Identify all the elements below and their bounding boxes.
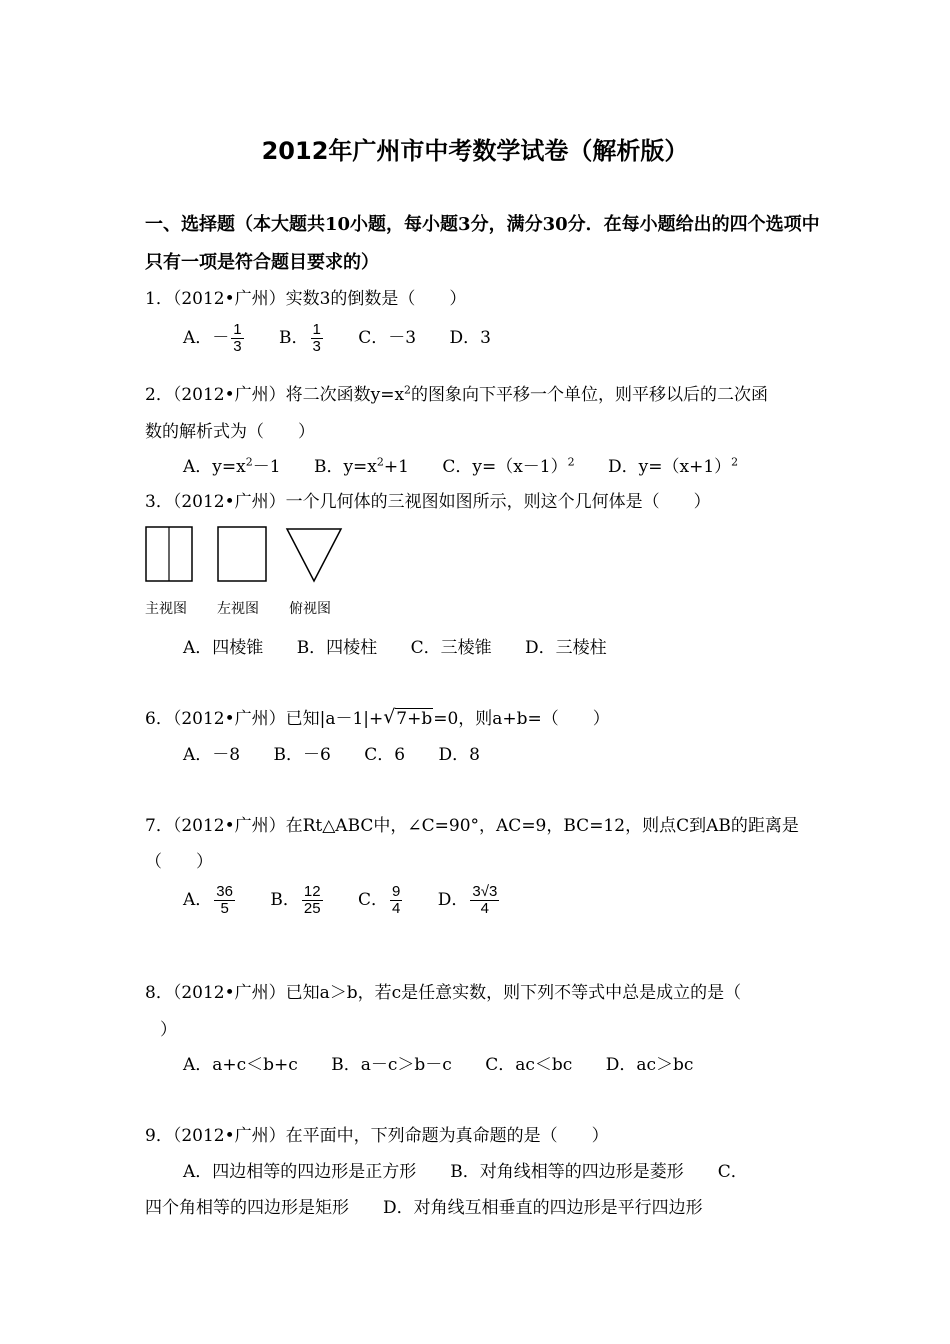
q8-option-b: B．a－c＞b－c <box>331 1055 452 1075</box>
q7-option-c: C． $\frac{9}{4}$ <box>357 883 401 917</box>
front-view-label: 主视图 <box>145 601 187 617</box>
q1-option-c: C．－3 <box>358 328 417 348</box>
top-view-label: 俯视图 <box>289 601 331 617</box>
question-7-stem-cont: （ ） <box>145 852 213 872</box>
q2-option-c: C．$y=(x-1)^2$ <box>442 455 575 477</box>
q2-option-d: D．$y=(x+1)^2$ <box>608 455 739 477</box>
section-heading: 一、选择题（本大题共10小题，每小题3分，满分30分．在每小题给出的四个选项中只有一项是符合题目要求的） <box>145 214 820 273</box>
q2-option-a: A．$y=x^2-1$ <box>183 455 281 477</box>
q8-option-c: C．ac＜bc <box>485 1055 573 1075</box>
q8-option-d: D．ac＞bc <box>605 1055 694 1075</box>
question-8-options <box>183 1050 721 1075</box>
fraction: $\frac{1}{3}$ <box>233 321 242 355</box>
question-6-stem: 6．（2012•广州）已知|a－1|+√ 7+b=0，则a+b=（ ） <box>145 704 610 729</box>
question-7-stem: 7．（2012•广州）在Rt△ABC中，∠C=90°，AC=9，BC=12，则点C到AB的距离是 <box>145 816 799 836</box>
question-8-stem-cont: ） <box>160 1020 177 1040</box>
q6-option-c: C．6 <box>364 745 406 765</box>
q3-option-a: A．四棱锥 <box>183 638 264 658</box>
q1-option-a: A．－ $\frac{1}{3}$ <box>183 321 242 355</box>
q2-option-b: B．$y=x^2+1$ <box>313 455 409 477</box>
question-8-stem: 8．（2012•广州）已知a＞b，若c是任意实数，则下列不等式中总是成立的是（ <box>145 983 742 1003</box>
question-1-stem: 1．（2012•广州）实数3的倒数是（ ） <box>145 289 467 309</box>
q1-option-d: D．3 <box>449 328 491 348</box>
question-9-options-line1: A．四边相等的四边形是正方形 B．对角线相等的四边形是菱形 C． <box>183 1162 748 1182</box>
square-root: √ 7+b <box>383 709 433 729</box>
page-title: 2012年广州市中考数学试卷（解析版） <box>261 137 689 165</box>
q7-option-a: A． $\frac{36}{5}$ <box>183 883 233 917</box>
top-view-shape <box>287 529 341 581</box>
q6-option-d: D．8 <box>438 745 480 765</box>
left-view-label: 左视图 <box>217 601 259 617</box>
question-3-stem: 3．（2012•广州）一个几何体的三视图如图所示，则这个几何体是（ ） <box>145 492 711 512</box>
q8-option-a: A．a+c＜b+c <box>183 1055 298 1075</box>
question-3-options <box>183 633 635 658</box>
question-6-options <box>183 740 508 765</box>
fraction: $\frac{1}{3}$ <box>312 321 321 355</box>
q6-option-b: B．－6 <box>273 745 331 765</box>
three-view-drawing <box>145 526 355 596</box>
fraction: $\frac{12}{25}$ <box>303 883 321 917</box>
question-9-stem: 9．（2012•广州）在平面中，下列命题为真命题的是（ ） <box>145 1126 609 1146</box>
question-7-options <box>183 884 529 917</box>
q3-option-d: D．三棱柱 <box>525 638 607 658</box>
question-2-stem: 2．（2012•广州）将二次函数$y=x^2$的图象向下平移一个单位，则平移以后的二次函 <box>145 383 769 405</box>
three-view-figure <box>145 526 355 618</box>
q6-option-a: A．－8 <box>183 745 241 765</box>
q7-option-d: D． $\frac{3√3}{4}$ <box>437 883 498 917</box>
fraction: $\frac{36}{5}$ <box>216 883 233 917</box>
fraction: $\frac{9}{4}$ <box>391 883 401 917</box>
q3-option-b: B．四棱柱 <box>296 638 378 658</box>
question-2-options <box>183 452 766 477</box>
question-2-stem-cont: 数的解析式为（ ） <box>145 422 315 442</box>
left-view-shape <box>218 527 266 581</box>
question-9-options-line2: 四个角相等的四边形是矩形 D．对角线互相垂直的四边形是平行四边形 <box>145 1198 703 1218</box>
q7-option-b: B． $\frac{12}{25}$ <box>270 883 321 917</box>
fraction: $\frac{3√3}{4}$ <box>472 883 498 917</box>
question-1-options <box>183 322 519 355</box>
q3-option-c: C．三棱锥 <box>410 638 492 658</box>
q1-option-b: B． $\frac{1}{3}$ <box>279 321 321 355</box>
